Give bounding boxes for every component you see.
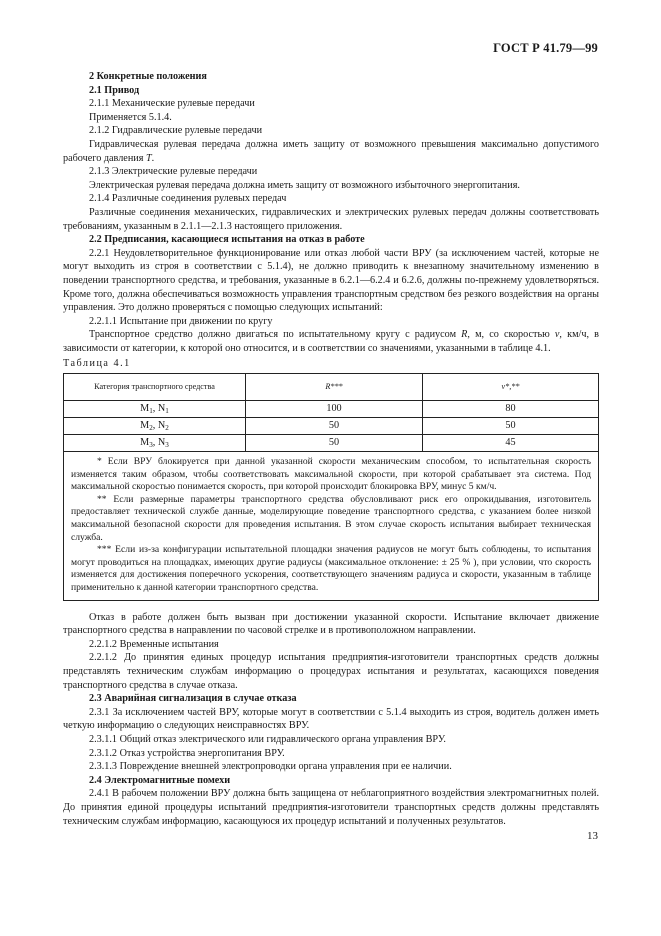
table-row (64, 401, 599, 418)
section-2-1-title: 2.1 Привод (89, 84, 140, 96)
clause-2-2-1-1: 2.2.1.1 Испытание при движении по кругу (89, 315, 273, 327)
table-note-3: *** Если из-за конфигурации испытательной площадки значения радиусов не могут быть соблюдены, то испытания могут проводиться на площадках, имеющих другие радиусы (максимальное отклонение: ± 25 % ), при условии, что скорость изменяется для достижения поперечного ускорения, соответствующего значениям радиуса и скорости, указанным в таблице применительно к данной категории транспортного средства. (71, 544, 591, 593)
table-note-1: * Если ВРУ блокируется при данной указанной скорости механическим способом, то испытательная скорость изменяется таким образом, чтобы соответствовать максимальной скорости, при которой срабатывает эта система. Под максимальной скоростью понимается скорость, при которой происходит блокировка ВРУ, минус 5 км/ч. (71, 456, 591, 493)
header-speed: v*,** (423, 374, 599, 401)
table-row (64, 418, 599, 435)
clause-2-1-3: 2.1.3 Электрические рулевые передачи (89, 166, 258, 178)
table-header-row (64, 374, 599, 401)
clause-2-4-1: 2.4.1 В рабочем положении ВРУ должна быть защищена от неблагоприятного воздействия электромагнитных полей. До принятия единой процедуры испытаний предприятия-изготовители транспортных средств должны представлять техническим службам информацию, касающуюся их процедур испытаний и полученных результатов. (63, 788, 599, 827)
clause-2-1-4: 2.1.4 Различные соединения рулевых передач (89, 193, 287, 205)
section-2-4-title: 2.4 Электромагнитные помехи (89, 774, 231, 786)
table-row (64, 435, 599, 452)
radius-cell: 50 (246, 435, 423, 452)
radius-cell: 100 (246, 401, 423, 418)
speed-cell: 80 (423, 401, 599, 418)
clause-2-3-1: 2.3.1 За исключением частей ВРУ, которые могут в соответствии с 5.1.4 выходить из строя, водитель должен иметь четкую информацию о следующих неисправностях ВРУ. (63, 706, 599, 732)
header-category: Категория транспортного средства (64, 374, 246, 401)
speed-cell: 50 (423, 418, 599, 435)
clause-2-1-4-text: Различные соединения механических, гидравлических и электрических рулевых передач должны соответствовать требованиям, указанным в 2.1.1—2.1.3 настоящего приложения. (63, 206, 599, 232)
header-radius: R*** (246, 374, 423, 401)
clause-2-2-1: 2.2.1 Неудовлетворительное функционирование или отказ любой части ВРУ (за исключением частей, которые не могут выходить из строя в соответствии с 5.1.4), не должно приводить к внезапному значительному изменению в поведении транспортного средства, и требования, указанные в 6.2.1—6.2.4 и 6.2.6, должны по-прежнему удовлетворяться. Кроме того, должна обеспечиваться возможность управления транспортным средством без резкого воздействия на органы управления. Это должно проверяться с помощью следующих испытаний: (63, 247, 599, 314)
clause-2-1-2-text: Гидравлическая рулевая передача должна иметь защиту от возможного превышения максимально допустимого рабочего давления T. (63, 138, 599, 164)
clause-2-1-2: 2.1.2 Гидравлические рулевые передачи (89, 125, 263, 137)
table-note-2: ** Если размерные параметры транспортного средства обусловливают риск его опрокидывания, изготовитель предоставляет технической службе данные, моделирующие поведение транспортного средства, с указанием более низкой максимальной безопасной скорости для проведения испытания. В этом случае скорость испытания выбирает техническая служба. (71, 493, 591, 543)
table-notes (64, 452, 599, 601)
category-cell: $M_1$, $N_1$ (64, 401, 246, 418)
clause-2-3-1-3: 2.3.1.3 Повреждение внешней электропроводки органа управления при ее наличии. (89, 761, 452, 773)
clause-2-3-1-2: 2.3.1.2 Отказ устройства энергопитания ВРУ. (89, 747, 285, 759)
page-number: 13 (587, 830, 598, 842)
clause-2-1-1-text: Применяется 5.1.4. (89, 111, 172, 123)
clause-2-2-1-2: 2.2.1.2 Временные испытания (89, 638, 219, 650)
section-2-2-title: 2.2 Предписания, касающиеся испытания на отказ в работе (89, 234, 365, 246)
speed-cell: 45 (423, 435, 599, 452)
section-2-title: 2 Конкретные положения (89, 71, 207, 82)
section-2-3-title: 2.3 Аварийная сигнализация в случае отказа (89, 693, 297, 705)
failure-paragraph: Отказ в работе должен быть вызван при достижении указанной скорости. Испытание включает движение транспортного средства в направлении по часовой стрелке и в противоположном направлении. (63, 611, 599, 637)
document-id-header: ГОСТ Р 41.79—99 (493, 41, 598, 55)
clause-2-1-3-text: Электрическая рулевая передача должна иметь защиту от возможного избыточного энергопитания. (89, 179, 520, 191)
clause-2-2-1-2-text: 2.2.1.2 До принятия единых процедур испытания предприятия-изготовители транспортных средств должны представлять техническим службам информацию о процедурах испытания и результатах, касающихся поведения транспортного средства в случае отказа. (63, 652, 599, 691)
category-cell: $M_2$, $N_2$ (64, 418, 246, 435)
page-content (63, 70, 599, 828)
clause-2-3-1-1: 2.3.1.1 Общий отказ электрического или гидравлического органа управления ВРУ. (89, 733, 446, 745)
radius-cell: 50 (246, 418, 423, 435)
table-notes-row (64, 452, 599, 601)
table-4-1 (63, 373, 599, 601)
clause-2-2-1-1-text: Транспортное средство должно двигаться по испытательному кругу с радиусом R, м, со скоростью v, км/ч, в зависимости от категории, к которой оно относится, и в соответствии со значениями, указанными в таблице 4.1. (63, 329, 599, 354)
clause-2-1-1: 2.1.1 Механические рулевые передачи (89, 98, 255, 110)
table-caption: Таблица 4.1 (63, 358, 131, 370)
category-cell: $M_3$, $N_3$ (64, 435, 246, 452)
